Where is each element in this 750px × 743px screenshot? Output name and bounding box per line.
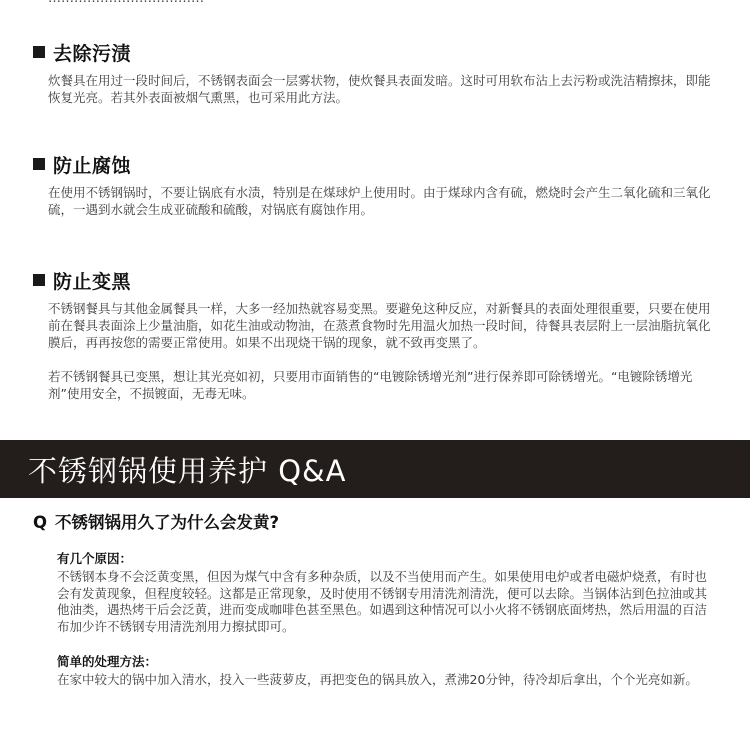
section-title: 防止变黑 <box>53 270 132 293</box>
square-bullet-icon <box>33 274 45 286</box>
section-title: 防止腐蚀 <box>53 154 132 177</box>
question-text: 不锈钢锅用久了为什么会发黄? <box>55 513 280 532</box>
qa-banner <box>0 440 750 498</box>
answer-label: 有几个原因： <box>57 551 133 566</box>
square-bullet-icon <box>33 46 45 58</box>
section-paragraph: 不锈钢餐具与其他金属餐具一样，大多一经加热就容易变黑。要避免这种反应，对新餐具的表面处理很重要，只要在使用前在餐具表面涂上少量油脂，如花生油或动物油，在蒸煮食物时先用温火加热一段时间，待餐具表层附上一层油脂抗氧化膜后，再再按您的需要正常使用。如果不出现烧干锅的现象，就不致再变黑了。 <box>48 301 711 350</box>
section-paragraph: 若不锈钢餐具已变黑，想让其光亮如初，只要用市面销售的“电镀除锈增光剂”进行保养即可除锈增光。“电镀除锈增光剂”使用安全，不损镀面，无毒无味。 <box>48 369 693 401</box>
answer-label: 简单的处理方法： <box>57 654 158 669</box>
section-paragraph: 在使用不锈钢锅时，不要让锅底有水渍，特别是在煤球炉上使用时。由于煤球内含有硫，燃烧时会产生二氧化硫和三氧化硫，一遇到水就会生成亚硫酸和硫酸，对锅底有腐蚀作用。 <box>48 185 711 217</box>
section-body <box>48 184 713 218</box>
section-prevent-corrosion <box>33 152 713 218</box>
q-mark: Q <box>33 513 48 532</box>
cut-off-text-fragment <box>48 0 204 6</box>
section-body <box>48 72 713 106</box>
section-paragraph: 炊餐具在用过一段时间后，不锈钢表面会一层雾状物，使炊餐具表面发暗。这时可用软布沾上去污粉或洗洁精擦抹，即能恢复光亮。若其外表面被烟气熏黑，也可采用此方法。 <box>48 73 711 105</box>
section-prevent-blackening <box>33 268 713 402</box>
answer-text: 不锈钢本身不会泛黄变黑，但因为煤气中含有多种杂质，以及不当使用而产生。如果使用电炉或者电磁炉烧煮，有时也会有发黄现象，但程度较轻。这都是正常现象，及时使用不锈钢专用清洗剂清洗，便可以去除。当锅体沾到色拉油或其他油类，遇热烤干后会泛黄，进而变成咖啡色甚至黑色。如遇到这种情况可以小火将不锈钢底面烤热，然后用温的百洁布加少许不锈钢专用清洗剂用力擦拭即可。 <box>57 569 708 634</box>
section-remove-stains <box>33 40 713 106</box>
answer-block <box>57 550 718 635</box>
section-heading <box>33 152 713 176</box>
section-body <box>48 300 713 402</box>
question-heading <box>33 512 718 534</box>
section-heading <box>33 40 713 64</box>
section-heading <box>33 268 713 292</box>
answer-block <box>57 653 718 689</box>
answer-text: 在家中较大的锅中加入清水，投入一些菠萝皮，再把变色的锅具放入，煮沸20分钟，待冷却后拿出，个个光亮如新。 <box>57 672 698 687</box>
square-bullet-icon <box>33 158 45 170</box>
banner-title: 不锈钢锅使用养护 Q&A <box>28 453 347 488</box>
qa-item <box>33 512 718 689</box>
section-title: 去除污渍 <box>53 42 132 65</box>
